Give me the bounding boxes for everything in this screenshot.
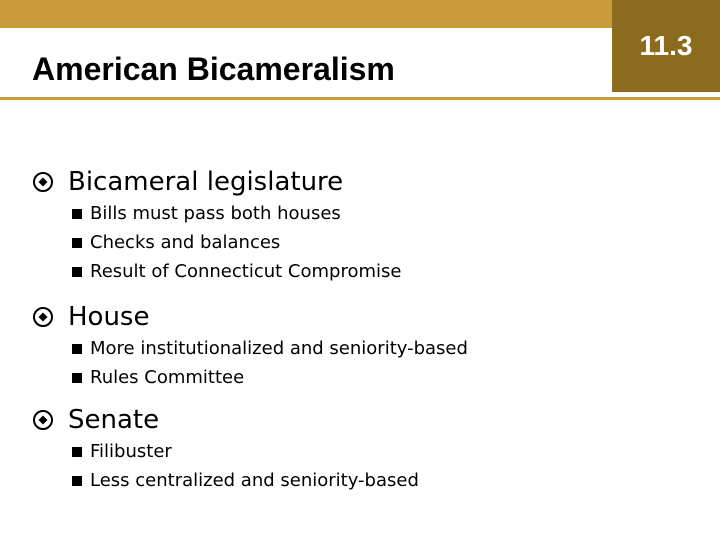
slide-title: American Bicameralism <box>32 51 395 87</box>
title-divider <box>0 97 720 100</box>
list-item <box>72 199 401 228</box>
list-item <box>72 257 401 286</box>
list-item-text: Checks and balances <box>90 232 281 253</box>
section-number-badge: 11.3 <box>612 0 720 92</box>
list-item <box>72 334 468 363</box>
list-item <box>72 363 468 392</box>
list-item-text: More institutionalized and seniority-based <box>90 338 468 359</box>
square-bullet-icon <box>72 476 82 486</box>
sub-bullet-list <box>32 199 401 286</box>
target-bullet-icon <box>32 171 54 193</box>
section-heading-row <box>32 165 401 199</box>
list-item-text: Less centralized and seniority-based <box>90 470 419 491</box>
list-item-text: Rules Committee <box>90 367 245 388</box>
square-bullet-icon <box>72 373 82 383</box>
section-heading-row <box>32 300 468 334</box>
target-bullet-icon <box>32 409 54 431</box>
square-bullet-icon <box>72 344 82 354</box>
square-bullet-icon <box>72 209 82 219</box>
section-house <box>32 300 468 392</box>
square-bullet-icon <box>72 267 82 277</box>
list-item-text: Bills must pass both houses <box>90 203 341 224</box>
section-bicameral-legislature <box>32 165 401 286</box>
square-bullet-icon <box>72 447 82 457</box>
list-item-text: Result of Connecticut Compromise <box>90 261 402 282</box>
list-item-text: Filibuster <box>90 441 172 462</box>
section-heading-row <box>32 403 419 437</box>
list-item <box>72 228 401 257</box>
sub-bullet-list <box>32 334 468 392</box>
section-heading: Bicameral legislature <box>68 167 344 197</box>
target-bullet-icon <box>32 306 54 328</box>
square-bullet-icon <box>72 238 82 248</box>
list-item <box>72 437 419 466</box>
sub-bullet-list <box>32 437 419 495</box>
section-heading: House <box>68 302 150 332</box>
section-heading: Senate <box>68 405 160 435</box>
section-senate <box>32 403 419 495</box>
list-item <box>72 466 419 495</box>
